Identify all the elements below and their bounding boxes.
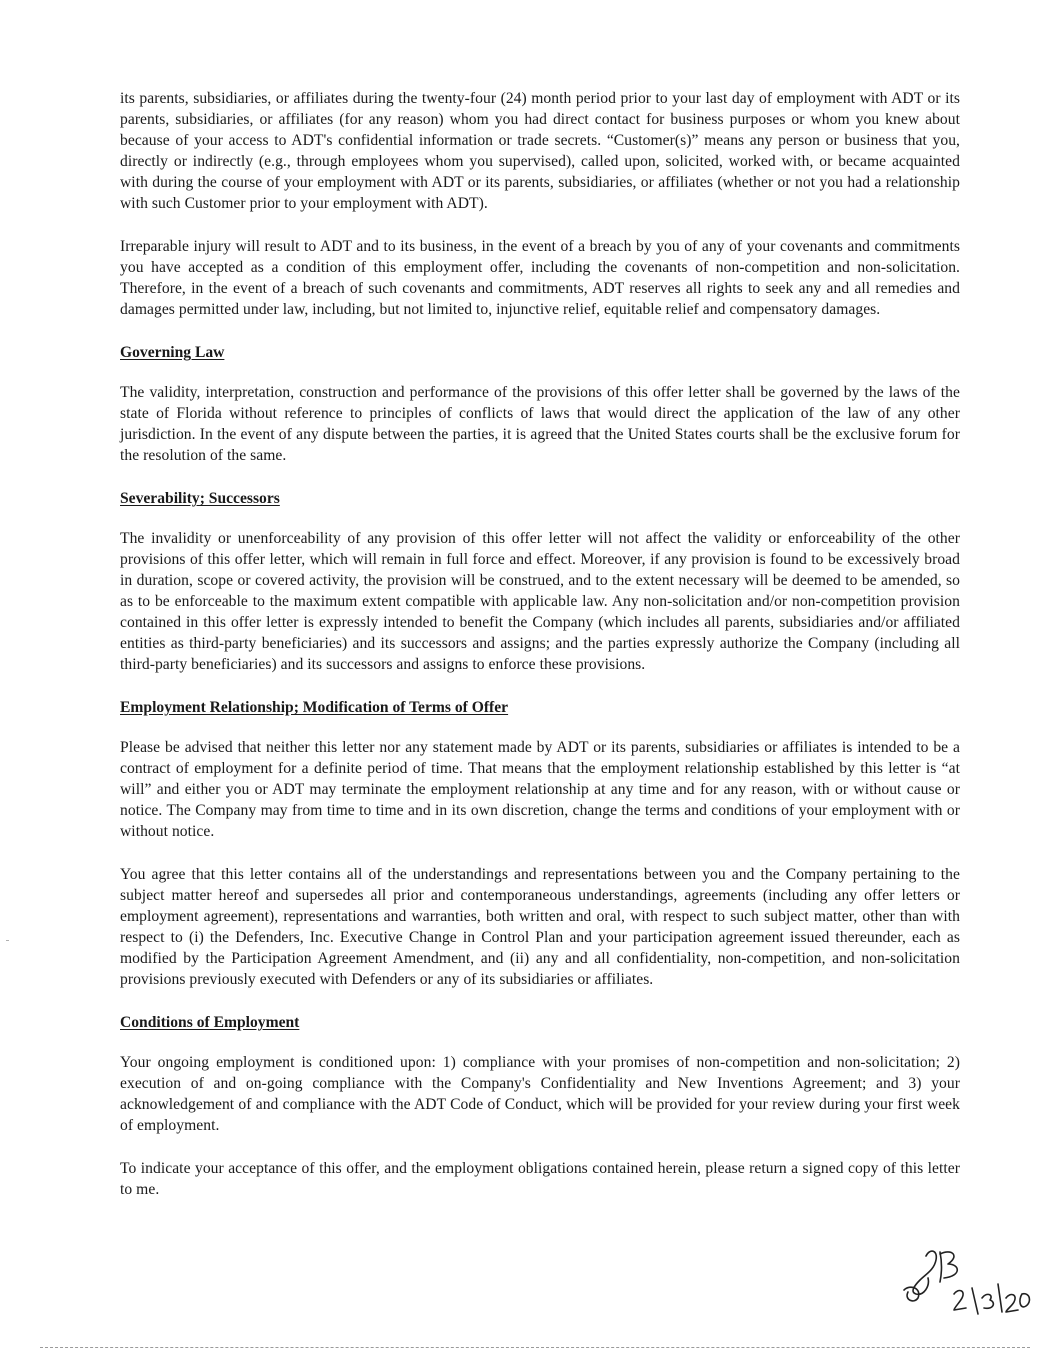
paragraph-irreparable-injury: Irreparable injury will result to ADT and to its business, in the event of a breach by you of any of your covenants and commitments you have accepted as a condition of this employment offer, including the covenants of non-competition and non-solicitation. Therefore, in the event of a breach of such covenants and commitments, ADT reserves all rights to seek any and all remedies and damages permitted under law, including, but not limited to, injunctive relief, equitable relief and compensatory damages. xyxy=(120,238,960,318)
scan-mark xyxy=(6,940,9,941)
heading-employment-relationship: Employment Relationship; Modification of Terms of Offer xyxy=(120,699,509,716)
page-bottom-rule xyxy=(40,1347,1030,1349)
paragraph-customer-definition: its parents, subsidiaries, or affiliates during the twenty-four (24) month period prior to your last day of employment with ADT or its parents, subsidiaries, or affiliates (for any reason) whom you had direct contact for business purposes or whom you knew about because of your access to ADT's confidential information or trade secrets. “Customer(s)” means any person or business that you, directly or indirectly (e.g., through employees whom you supervised), called upon, solicited, worked with, or became acquainted with during the course of your employment with ADT or its parents, subsidiaries, or affiliates (whether or not you had a relationship with such Customer prior to your employment with ADT). xyxy=(120,90,960,212)
heading-severability: Severability; Successors xyxy=(120,490,280,507)
heading-governing-law: Governing Law xyxy=(120,344,225,361)
paragraph-entire-agreement: You agree that this letter contains all of the understandings and representations between you and the Company pertaining to the subject matter hereof and supersedes all prior and contemporaneous understandings, agreements (including any offer letters or employment agreement), representations and warranties, both written and oral, with respect to such subject matter, other than with respect to (i) the Defenders, Inc. Executive Change in Control Plan and your participation agreement issued thereunder, each as modified by the Participation Agreement Amendment, and (ii) any and all confidentiality, non-competition, and non-solicitation provisions previously executed with Defenders or any of its subsidiaries or affiliates. xyxy=(120,866,960,988)
heading-conditions-of-employment: Conditions of Employment xyxy=(120,1014,300,1031)
letter-body xyxy=(120,88,960,1222)
handwritten-initials-signature xyxy=(896,1244,1036,1324)
paragraph-conditions: Your ongoing employment is conditioned upon: 1) compliance with your promises of non-competition and non-solicitation; 2) execution of and on-going compliance with the Company's Confidentiality and New Inventions Agreement; and 3) your acknowledgement of and compliance with the ADT Code of Conduct, which will be provided for your review during your first week of employment. xyxy=(120,1054,960,1134)
paragraph-acceptance: To indicate your acceptance of this offer, and the employment obligations contained herein, please return a signed copy of this letter to me. xyxy=(120,1160,960,1198)
paragraph-at-will: Please be advised that neither this letter nor any statement made by ADT or its parents, subsidiaries or affiliates is intended to be a contract of employment for a definite period of time. That means that the employment relationship established by this letter is “at will” and either you or ADT may terminate the employment relationship at any time and for any reason, with or without cause or notice. The Company may from time to time and in its own discretion, change the terms and conditions of your employment with or without notice. xyxy=(120,739,960,840)
paragraph-governing-law: The validity, interpretation, construction and performance of the provisions of this offer letter shall be governed by the laws of the state of Florida without reference to principles of conflicts of laws that would direct the application of the law of any other jurisdiction. In the event of any dispute between the parties, it is agreed that the United States courts shall be the exclusive forum for the resolution of the same. xyxy=(120,384,960,464)
paragraph-severability: The invalidity or unenforceability of any provision of this offer letter will not affect the validity or enforceability of the other provisions of this offer letter, which will remain in full force and effect. Moreover, if any provision is found to be excessively broad in duration, scope or covered activity, the provision will be construed, and to the extent necessary will be deemed to be amended, so as to be enforceable to the maximum extent compatible with applicable law. Any non-solicitation and/or non-competition provision contained in this offer letter is expressly intended to benefit the Company (which includes all parents, subsidiaries and/or affiliated entities as third-party beneficiaries) and its successors and assigns; and the parties expressly authorize the Company (including all third-party beneficiaries) and its successors and assigns to enforce these provisions. xyxy=(120,530,960,673)
